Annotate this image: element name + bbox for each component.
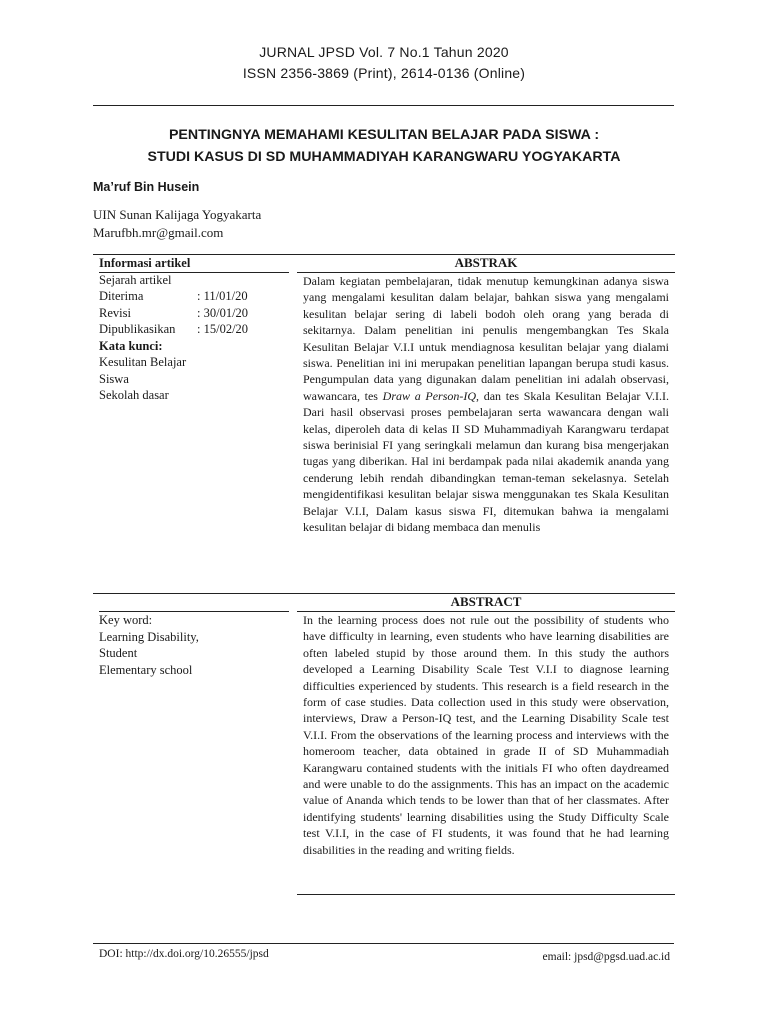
- journal-email[interactable]: email: jpsd@pgsd.uad.ac.id: [542, 951, 670, 963]
- date-label: Revisi: [99, 305, 131, 320]
- history-label: Sejarah artikel: [99, 272, 172, 287]
- keyword-item: Sekolah dasar: [99, 388, 169, 402]
- date-value: : 30/01/20: [197, 305, 249, 320]
- keywords-en-column: [99, 612, 289, 678]
- keywords-en-heading: Key word:: [99, 613, 153, 627]
- info-heading-rule: [99, 272, 289, 273]
- title-line-2: STUDI KASUS DI SD MUHAMMADIYAH KARANGWARU YOGYAKARTA: [147, 149, 621, 165]
- article-title: [60, 124, 708, 168]
- date-published: [99, 321, 289, 338]
- keyword-en-item: Elementary school: [99, 662, 193, 677]
- table-bottom-rule: [297, 894, 675, 895]
- doi-link[interactable]: DOI: http://dx.doi.org/10.26555/jpsd: [99, 948, 269, 960]
- date-value: : 15/02/20: [197, 322, 249, 336]
- keyword-item: Siswa: [99, 371, 129, 386]
- author-email[interactable]: Marufbh.mr@gmail.com: [93, 225, 224, 240]
- date-received: [99, 288, 289, 305]
- keyword-en-item: Student: [99, 646, 138, 660]
- journal-volume-line: JURNAL JPSD Vol. 7 No.1 Tahun 2020: [259, 44, 509, 60]
- header-divider: [93, 105, 674, 106]
- keyword-item: Kesulitan Belajar: [99, 355, 187, 369]
- abstract-text: In the learning process does not rule out the possibility of students who have difficulty in learning, even students who have learning disabilities are often labeled stupid by those around them. In this study the authors developed a Learning Disability Scale Test V.I.I to diagnose learning difficulties experienced by students. This research is a field research in the form of case studies. Data collection used in this study were observation, interviews, Draw a Person-IQ test, and the Learning Disability Scale test V.I.I. From the observations of the learning process and interviews with the homeroom teacher, data obtained in grade II of SD Muhammadiah Karangwaru contained students with the initials FI who often daydreamed and were unable to do the assignments. This has an impact on the academic value of Ananda which tends to be lower than that of her classmates. After identifying students' learning disabilities using the Study Difficulty Scale test V.I.I, in the case of FI students, it was found that he had learning disabilities in the reading and writing fields.: [303, 613, 669, 857]
- keywords-heading: Kata kunci:: [99, 338, 163, 353]
- date-value: : 11/01/20: [197, 289, 248, 303]
- footer-divider: [93, 943, 674, 944]
- author-name: Ma’ruf Bin Husein: [93, 180, 200, 194]
- abstrak-text: [303, 273, 669, 536]
- author-affiliation-block: [93, 206, 261, 242]
- abstrak-heading: ABSTRAK: [454, 255, 518, 270]
- date-label: Dipublikasikan: [99, 322, 176, 336]
- article-info-heading: Informasi artikel: [99, 256, 191, 270]
- issn-line: ISSN 2356-3869 (Print), 2614-0136 (Online): [242, 65, 526, 81]
- keyword-en-item: Learning Disability,: [99, 629, 199, 644]
- date-revised: [99, 305, 289, 322]
- title-line-1: PENTINGNYA MEMAHAMI KESULITAN BELAJAR PADA SISWA :: [168, 127, 600, 143]
- author-affiliation: UIN Sunan Kalijaga Yogyakarta: [93, 207, 262, 222]
- abstrak-text-italic: Draw a Person-IQ: [382, 388, 477, 403]
- abstract-heading: ABSTRACT: [450, 594, 522, 609]
- journal-header: [0, 42, 768, 84]
- article-info-column: [99, 255, 289, 404]
- abstrak-text-part: , dan tes Skala Kesulitan Belajar V.I.I. Dari hasil observasi proses pembelajaran serta wawancara dengan wali kelas, diperoleh data di kelas II SD Muhammadiyah Karangwaru terdapat siswa berinisial FI yang seringkali melamun dan kurang bisa mengerjakan tugas yang diberikan. Hal ini berdampak pada nilai akademik ananda yang cenderung lebih rendah dibandingkan teman-teman sekelasnya. Setelah mengidentifikasi kesulitan belajar siswa menggunakan tes Skala Kesulitan Belajar V.I.I, Dalam kasus siswa FI, ditemukan bahwa ia mengalami kesulitan belajar di bidang membaca dan menulis: [303, 388, 670, 535]
- date-label: Diterima: [99, 289, 144, 303]
- abstrak-text-part: Dalam kegiatan pembelajaran, tidak menutup kemungkinan adanya siswa yang mengalami kesulitan dalam belajar, bahkan siswa yang mengalami kesulitan belajar sering di labeli bodoh oleh orang yang berada di sekitarnya. Dalam penelitian ini penulis mengembangkan Tes Skala Kesulitan Belajar V.I.I untuk mendiagnosa kesulitan belajar yang dialami siswa. Penelitian ini ini merupakan penelitian lapangan berupa studi kasus. Pengumpulan data yang digunakan dalam penelitian ini adalah observasi, wawancara, tes: [303, 274, 669, 403]
